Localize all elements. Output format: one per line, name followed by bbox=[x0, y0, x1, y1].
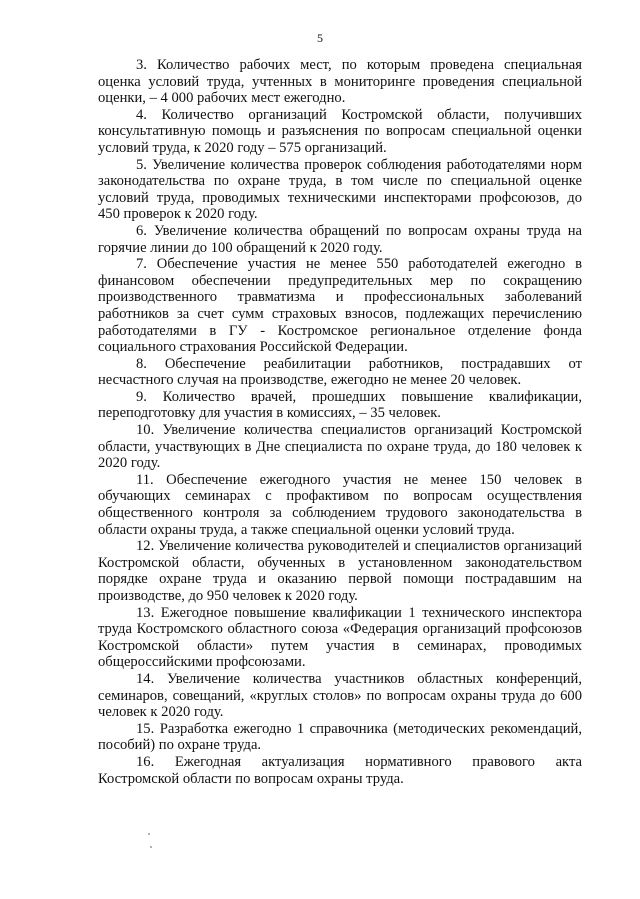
paragraph-5: 5. Увеличение количества проверок соблюдения работодателями норм законодательства по охране труда, в том числе по специальной оценке условий труда, проводимых техническими инспекторами профсоюзов, до 450 проверок к 2020 году. bbox=[98, 156, 582, 223]
paragraph-15: 15. Разработка ежегодно 1 справочника (методических рекомендаций, пособий) по охране труда. bbox=[98, 720, 582, 754]
paragraph-9: 9. Количество врачей, прошедших повышение квалификации, переподготовку для участия в комиссиях, – 35 человек. bbox=[98, 388, 582, 422]
scan-speck bbox=[150, 846, 152, 848]
paragraph-12: 12. Увеличение количества руководителей и специалистов организаций Костромской области, обученных в установленном законодательством порядке охране труда и оказанию первой помощи пострадавшим на производстве, до 950 человек к 2020 году. bbox=[98, 538, 582, 604]
paragraph-16: 16. Ежегодная актуализация нормативного правового акта Костромской области по вопросам охраны труда. bbox=[98, 753, 582, 787]
document-body bbox=[98, 57, 582, 787]
paragraph-10: 10. Увеличение количества специалистов организаций Костромской области, участвующих в Дне специалиста по охране труда, до 180 человек к 2020 году. bbox=[98, 422, 582, 472]
paragraph-6: 6. Увеличение количества обращений по вопросам охраны труда на горячие линии до 100 обращений к 2020 году. bbox=[98, 222, 582, 256]
scan-speck bbox=[148, 833, 150, 835]
paragraph-8: 8. Обеспечение реабилитации работников, пострадавших от несчастного случая на производстве, ежегодно не менее 20 человек. bbox=[98, 355, 582, 389]
paragraph-14: 14. Увеличение количества участников областных конференций, семинаров, совещаний, «круглых столов» по вопросам охраны труда до 600 человек к 2020 году. bbox=[98, 670, 582, 721]
paragraph-11: 11. Обеспечение ежегодного участия не менее 150 человек в обучающих семинарах с профактивом по вопросам осуществления общественного контроля за соблюдением трудового законодательства в области охраны труда, а также специальной оценки условий труда. bbox=[98, 471, 582, 538]
page-number: 5 bbox=[317, 31, 323, 45]
paragraph-7: 7. Обеспечение участия не менее 550 работодателей ежегодно в финансовом обеспечении предупредительных мер по сокращению производственного травматизма и профессиональных заболеваний работников за счет сумм страховых взносов, подлежащих перечислению работодателями в ГУ - Костромское региональное отделение фонда социального страхования Российской Федерации. bbox=[98, 256, 582, 356]
paragraph-13: 13. Ежегодное повышение квалификации 1 технического инспектора труда Костромского областного союза «Федерация организаций профсоюзов Костромской области» путем участия в семинарах, проводимых общероссийскими профсоюзами. bbox=[98, 604, 582, 671]
paragraph-3: 3. Количество рабочих мест, по которым проведена специальная оценка условий труда, учтенных в мониторинге проведения специальной оценки, – 4 000 рабочих мест ежегодно. bbox=[98, 57, 582, 107]
paragraph-4: 4. Количество организаций Костромской области, получивших консультативную помощь и разъяснения по вопросам специальной оценки условий труда, к 2020 году – 575 организаций. bbox=[98, 106, 582, 156]
